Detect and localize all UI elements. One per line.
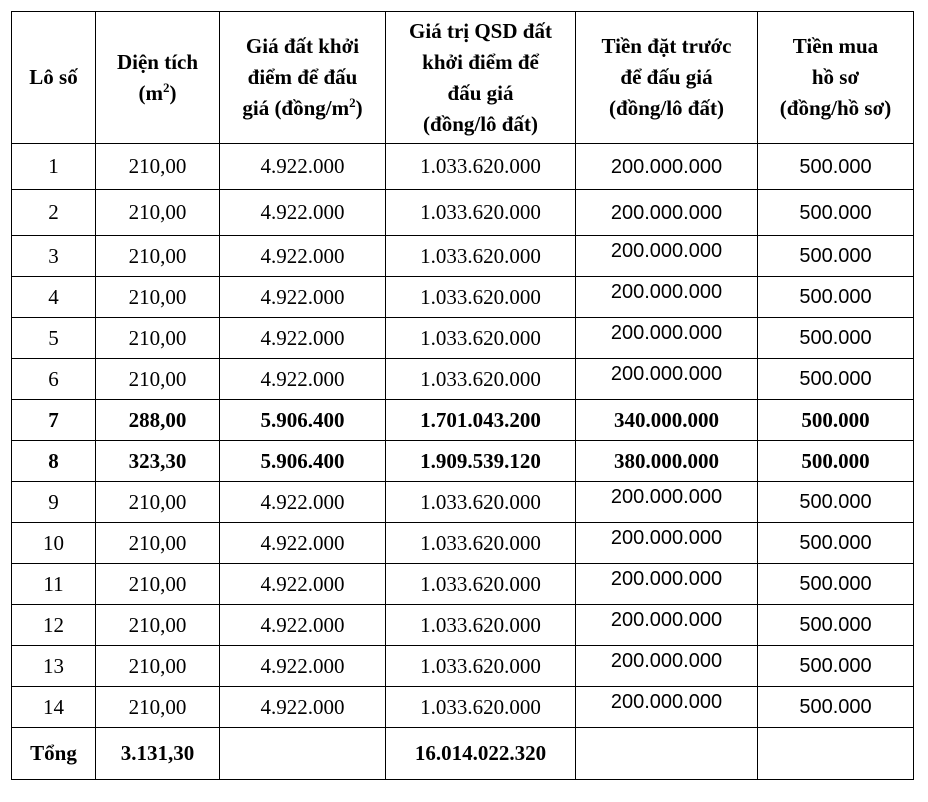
table-row bbox=[12, 277, 914, 318]
cell-fee: 500.000 bbox=[758, 318, 914, 359]
cell-deposit: 340.000.000 bbox=[576, 400, 758, 441]
cell-fee: 500.000 bbox=[758, 359, 914, 400]
cell-deposit: 200.000.000 bbox=[576, 144, 758, 190]
cell-lot: 10 bbox=[12, 523, 96, 564]
cell-price: 4.922.000 bbox=[220, 482, 386, 523]
cell-deposit: 200.000.000 bbox=[576, 605, 758, 646]
table-row bbox=[12, 190, 914, 236]
table-row-highlighted bbox=[12, 400, 914, 441]
cell-lot: 13 bbox=[12, 646, 96, 687]
cell-lot: 8 bbox=[12, 441, 96, 482]
cell-fee: 500.000 bbox=[758, 564, 914, 605]
cell-fee: 500.000 bbox=[758, 605, 914, 646]
cell-fee: 500.000 bbox=[758, 441, 914, 482]
cell-lot: 11 bbox=[12, 564, 96, 605]
cell-value: 1.033.620.000 bbox=[386, 359, 576, 400]
cell-area: 210,00 bbox=[96, 190, 220, 236]
cell-lot: 5 bbox=[12, 318, 96, 359]
cell-price: 4.922.000 bbox=[220, 277, 386, 318]
table-row bbox=[12, 564, 914, 605]
total-area: 3.131,30 bbox=[96, 728, 220, 780]
cell-deposit: 200.000.000 bbox=[576, 277, 758, 318]
cell-area: 210,00 bbox=[96, 359, 220, 400]
cell-fee: 500.000 bbox=[758, 277, 914, 318]
cell-fee: 500.000 bbox=[758, 400, 914, 441]
cell-area: 210,00 bbox=[96, 523, 220, 564]
cell-lot: 3 bbox=[12, 236, 96, 277]
cell-lot: 4 bbox=[12, 277, 96, 318]
table-row bbox=[12, 523, 914, 564]
cell-area: 210,00 bbox=[96, 482, 220, 523]
total-value: 16.014.022.320 bbox=[386, 728, 576, 780]
table-row bbox=[12, 482, 914, 523]
cell-area: 210,00 bbox=[96, 605, 220, 646]
cell-fee: 500.000 bbox=[758, 523, 914, 564]
cell-value: 1.909.539.120 bbox=[386, 441, 576, 482]
cell-price: 4.922.000 bbox=[220, 564, 386, 605]
cell-fee: 500.000 bbox=[758, 236, 914, 277]
land-auction-table bbox=[11, 11, 914, 780]
total-row bbox=[12, 728, 914, 780]
cell-value: 1.033.620.000 bbox=[386, 277, 576, 318]
cell-area: 210,00 bbox=[96, 318, 220, 359]
cell-deposit: 200.000.000 bbox=[576, 318, 758, 359]
cell-area: 323,30 bbox=[96, 441, 220, 482]
cell-area: 210,00 bbox=[96, 277, 220, 318]
cell-value: 1.033.620.000 bbox=[386, 687, 576, 728]
header-area: Diện tích $(m^2)$ bbox=[96, 12, 220, 144]
cell-lot: 12 bbox=[12, 605, 96, 646]
total-fee-empty bbox=[758, 728, 914, 780]
cell-lot: 9 bbox=[12, 482, 96, 523]
cell-price: 5.906.400 bbox=[220, 441, 386, 482]
total-deposit-empty bbox=[576, 728, 758, 780]
cell-value: 1.033.620.000 bbox=[386, 646, 576, 687]
cell-value: 1.033.620.000 bbox=[386, 482, 576, 523]
table-row bbox=[12, 687, 914, 728]
cell-area: 210,00 bbox=[96, 564, 220, 605]
cell-price: 4.922.000 bbox=[220, 523, 386, 564]
header-deposit: Tiền đặt trước để đấu giá (đồng/lô đất) bbox=[576, 12, 758, 144]
header-starting-price: Giá đất khởi điểm để đấu giá $(đồng/m^2)$ bbox=[220, 12, 386, 144]
cell-price: 4.922.000 bbox=[220, 605, 386, 646]
cell-deposit: 200.000.000 bbox=[576, 190, 758, 236]
cell-price: 4.922.000 bbox=[220, 687, 386, 728]
table-row bbox=[12, 318, 914, 359]
cell-value: 1.701.043.200 bbox=[386, 400, 576, 441]
cell-deposit: 200.000.000 bbox=[576, 482, 758, 523]
cell-fee: 500.000 bbox=[758, 646, 914, 687]
table-row bbox=[12, 646, 914, 687]
cell-deposit: 200.000.000 bbox=[576, 687, 758, 728]
cell-lot: 6 bbox=[12, 359, 96, 400]
cell-fee: 500.000 bbox=[758, 144, 914, 190]
cell-value: 1.033.620.000 bbox=[386, 605, 576, 646]
cell-area: 210,00 bbox=[96, 144, 220, 190]
table-row-highlighted bbox=[12, 441, 914, 482]
cell-area: 288,00 bbox=[96, 400, 220, 441]
table-row bbox=[12, 605, 914, 646]
cell-deposit: 380.000.000 bbox=[576, 441, 758, 482]
cell-deposit: 200.000.000 bbox=[576, 523, 758, 564]
cell-price: 4.922.000 bbox=[220, 646, 386, 687]
cell-price: 4.922.000 bbox=[220, 359, 386, 400]
cell-value: 1.033.620.000 bbox=[386, 190, 576, 236]
cell-value: 1.033.620.000 bbox=[386, 318, 576, 359]
cell-price: 4.922.000 bbox=[220, 318, 386, 359]
cell-fee: 500.000 bbox=[758, 687, 914, 728]
cell-fee: 500.000 bbox=[758, 190, 914, 236]
cell-fee: 500.000 bbox=[758, 482, 914, 523]
header-land-use-value: Giá trị QSD đất khởi điểm để đấu giá (đồng/lô đất) bbox=[386, 12, 576, 144]
cell-value: 1.033.620.000 bbox=[386, 523, 576, 564]
table-row bbox=[12, 144, 914, 190]
header-lot: Lô số bbox=[12, 12, 96, 144]
header-dossier-fee: Tiền mua hồ sơ (đồng/hồ sơ) bbox=[758, 12, 914, 144]
cell-price: 4.922.000 bbox=[220, 190, 386, 236]
cell-area: 210,00 bbox=[96, 646, 220, 687]
cell-deposit: 200.000.000 bbox=[576, 646, 758, 687]
cell-lot: 7 bbox=[12, 400, 96, 441]
cell-value: 1.033.620.000 bbox=[386, 144, 576, 190]
cell-deposit: 200.000.000 bbox=[576, 359, 758, 400]
total-price-empty bbox=[220, 728, 386, 780]
cell-value: 1.033.620.000 bbox=[386, 236, 576, 277]
cell-lot: 1 bbox=[12, 144, 96, 190]
header-row bbox=[12, 12, 914, 144]
cell-value: 1.033.620.000 bbox=[386, 564, 576, 605]
cell-area: 210,00 bbox=[96, 236, 220, 277]
cell-area: 210,00 bbox=[96, 687, 220, 728]
cell-price: 5.906.400 bbox=[220, 400, 386, 441]
cell-deposit: 200.000.000 bbox=[576, 236, 758, 277]
table-row bbox=[12, 359, 914, 400]
total-label: Tổng bbox=[12, 728, 96, 780]
cell-lot: 14 bbox=[12, 687, 96, 728]
cell-deposit: 200.000.000 bbox=[576, 564, 758, 605]
cell-price: 4.922.000 bbox=[220, 144, 386, 190]
cell-lot: 2 bbox=[12, 190, 96, 236]
cell-price: 4.922.000 bbox=[220, 236, 386, 277]
table-row bbox=[12, 236, 914, 277]
